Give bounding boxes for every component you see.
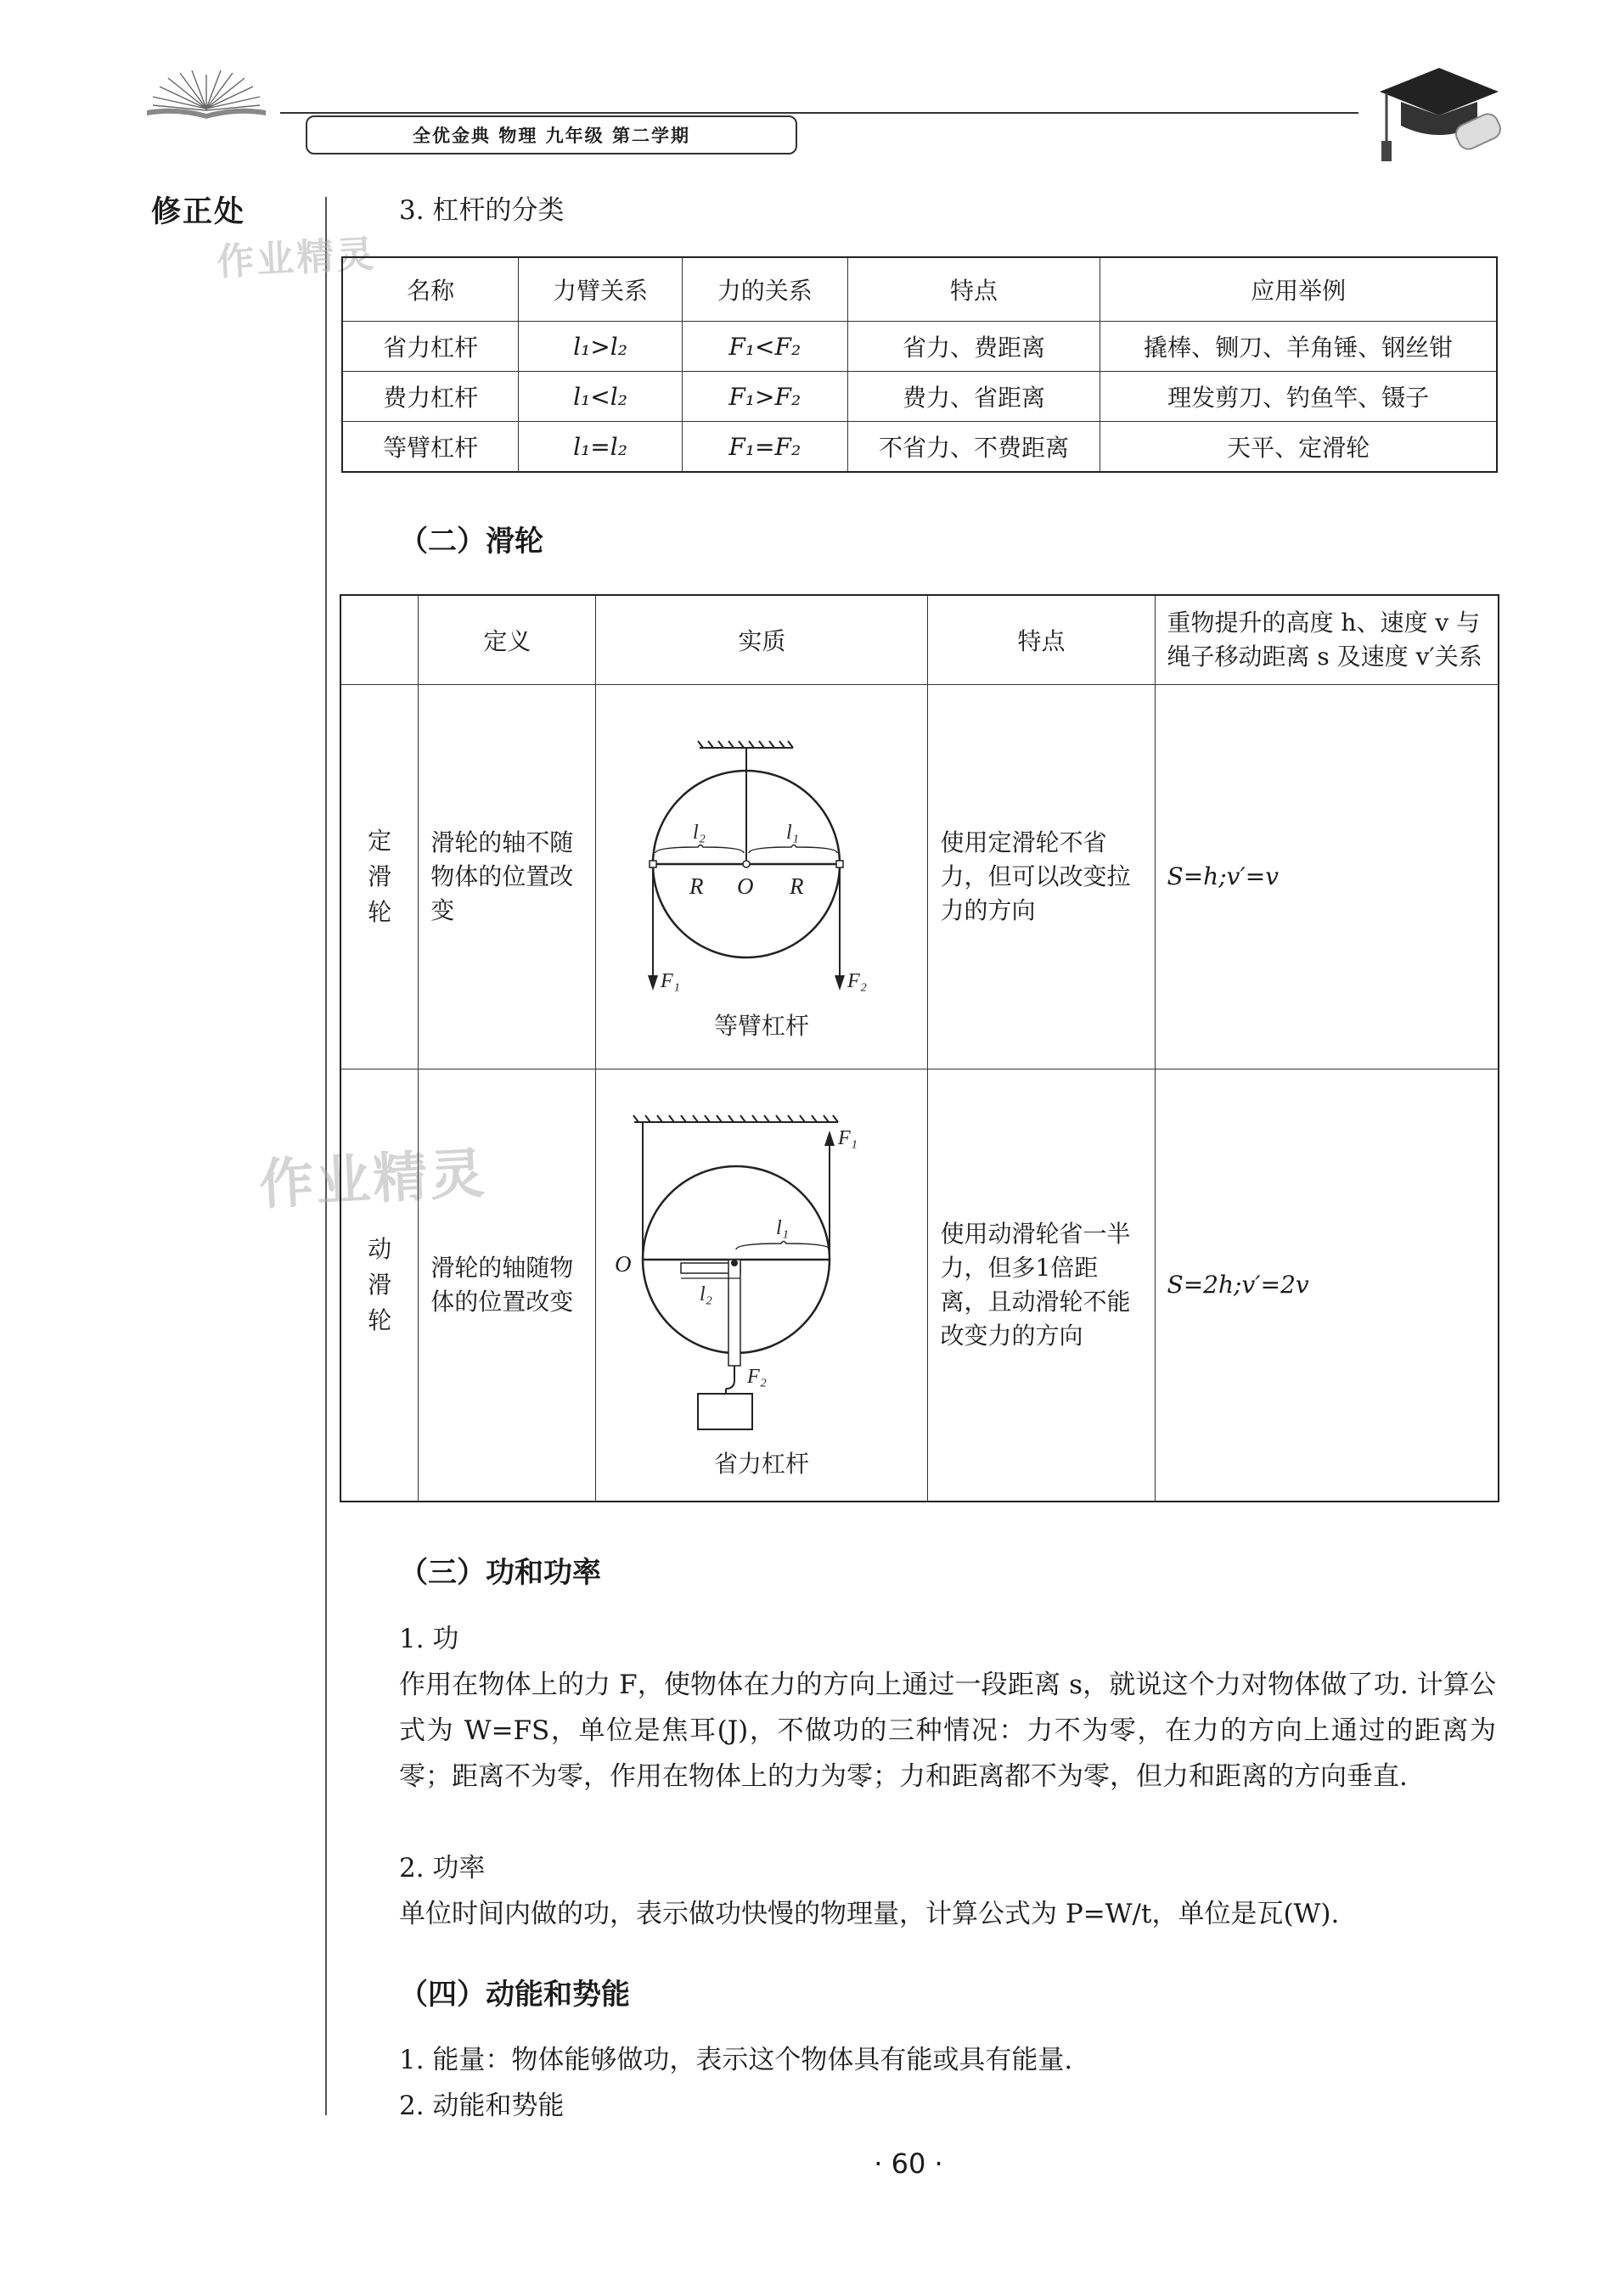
pulley-definition: 滑轮的轴随物体的位置改变 bbox=[419, 1069, 596, 1502]
header-cell: 应用举例 bbox=[1100, 257, 1497, 322]
header-rule bbox=[280, 112, 1358, 114]
hanger-rod bbox=[728, 1260, 740, 1366]
open-book-icon bbox=[143, 66, 270, 119]
work-section-title: （三）功和功率 bbox=[399, 1556, 601, 1590]
label-f1: F₁ bbox=[661, 970, 681, 992]
pulley-table bbox=[340, 594, 1499, 1502]
lever-classification-table bbox=[341, 256, 1498, 473]
arm-relation: l₁<l₂ bbox=[519, 372, 683, 422]
diagram-caption: 省力杠杆 bbox=[714, 1449, 810, 1478]
pulley-type-movable bbox=[340, 1069, 419, 1502]
label-r-right: R bbox=[790, 873, 804, 899]
table-row bbox=[342, 322, 1497, 372]
energy-item: 2. 动能和势能 bbox=[399, 2091, 565, 2121]
watermark: 作业精灵 bbox=[216, 233, 378, 284]
lever-examples: 理发剪刀、钓鱼竿、镊子 bbox=[1100, 372, 1497, 422]
header-cell: 特点 bbox=[928, 595, 1155, 685]
brace-l2 bbox=[655, 845, 744, 854]
label-l2: l₂ bbox=[693, 822, 706, 844]
force-f1-arrow bbox=[648, 975, 658, 991]
pulley-feature: 使用定滑轮不省力，但可以改变拉力的方向 bbox=[928, 685, 1155, 1069]
work-definition: 作用在物体上的力 F，使物体在力的方向上通过一段距离 s，就说这个力对物体做了功. 计算公式为 W=FS，单位是焦耳(J)，不做功的三种情况：力不为零，在力的方向上通过的距离为零；距离不为零，作用在物体上的力为零；力和距离都不为零，但力和距离的方向垂直. bbox=[399, 1670, 1496, 1792]
table-row bbox=[340, 1069, 1499, 1502]
brace-l1 bbox=[736, 1241, 830, 1249]
table-header-row bbox=[340, 595, 1499, 685]
label-f1: F₁ bbox=[838, 1126, 858, 1149]
load-weight bbox=[698, 1394, 752, 1429]
label-f2: F₂ bbox=[847, 970, 868, 992]
power-definition: 单位时间内做的功，表示做功快慢的物理量，计算公式为 P=W/t，单位是瓦(W). bbox=[399, 1899, 1340, 1929]
label-o: O bbox=[615, 1250, 632, 1277]
force-relation: F₁=F₂ bbox=[682, 422, 847, 473]
energy-section-title: （四）动能和势能 bbox=[399, 1978, 630, 2012]
lever-examples: 撬棒、铡刀、羊角锤、钢丝钳 bbox=[1100, 322, 1497, 372]
header-cell: 重物提升的高度 h、速度 v 与绳子移动距离 s 及速度 v′关系 bbox=[1155, 595, 1499, 685]
lever-name: 省力杠杆 bbox=[342, 322, 519, 372]
arm-relation: l₁>l₂ bbox=[519, 322, 683, 372]
lever-name: 等臂杠杆 bbox=[342, 422, 519, 473]
lever-examples: 天平、定滑轮 bbox=[1100, 422, 1497, 473]
graduation-cap-icon bbox=[1371, 59, 1507, 166]
pulley-diagram-cell bbox=[596, 1069, 928, 1502]
label-f2: F₂ bbox=[747, 1365, 768, 1388]
diagram-caption: 等臂杠杆 bbox=[714, 1012, 810, 1040]
arm-relation: l₁=l₂ bbox=[519, 422, 683, 473]
label-l2: l₂ bbox=[700, 1283, 713, 1305]
pulley-definition: 滑轮的轴不随物体的位置改变 bbox=[419, 685, 596, 1069]
margin-label: 修正处 bbox=[151, 195, 246, 229]
lever-section-title: 3. 杠杆的分类 bbox=[399, 195, 565, 226]
fixed-pulley-diagram bbox=[596, 707, 927, 1047]
table-header-row bbox=[342, 257, 1497, 322]
movable-pulley-diagram bbox=[596, 1081, 927, 1489]
lever-feature: 不省力、不费距离 bbox=[847, 422, 1100, 473]
lever-name: 费力杠杆 bbox=[342, 372, 519, 422]
running-header bbox=[306, 115, 797, 154]
table-row bbox=[342, 422, 1497, 473]
pulley-diagram-cell bbox=[596, 685, 928, 1069]
header-cell: 力臂关系 bbox=[519, 257, 683, 322]
header-cell: 力的关系 bbox=[682, 257, 847, 322]
pulley-relation: S=2h;v′=2v bbox=[1155, 1069, 1499, 1502]
pulley-feature: 使用动滑轮省一半力，但多1倍距离，且动滑轮不能改变力的方向 bbox=[928, 1069, 1155, 1502]
force-relation: F₁<F₂ bbox=[682, 322, 847, 372]
work-item-title: 1. 功 bbox=[399, 1624, 459, 1654]
brace-l1 bbox=[749, 845, 837, 854]
label-r-left: R bbox=[689, 873, 704, 899]
page-number: · 60 · bbox=[874, 2147, 943, 2180]
label-o: O bbox=[737, 873, 754, 899]
pulley-type-label: 动滑轮 bbox=[368, 1234, 392, 1334]
pulley-type-label: 定滑轮 bbox=[368, 827, 392, 926]
ceiling-hatch bbox=[698, 741, 793, 748]
table-row bbox=[340, 685, 1499, 1069]
running-title: 全优金典 物理 九年级 第二学期 bbox=[413, 126, 690, 146]
table-row bbox=[342, 372, 1497, 422]
energy-item: 1. 能量：物体能够做功，表示这个物体具有能或具有能量. bbox=[399, 2045, 1073, 2075]
lever-feature: 省力、费距离 bbox=[847, 322, 1100, 372]
force-f1-arrow bbox=[824, 1131, 835, 1146]
label-l1: l₁ bbox=[786, 822, 800, 844]
pulley-type-fixed bbox=[340, 685, 419, 1069]
ceiling-hatch bbox=[633, 1115, 838, 1122]
force-f2-arrow bbox=[835, 975, 845, 991]
watermark: 作业精灵 bbox=[257, 1142, 489, 1217]
power-item-title: 2. 功率 bbox=[399, 1853, 486, 1883]
hook bbox=[726, 1366, 734, 1389]
pulley-section-title: （二）滑轮 bbox=[399, 525, 543, 559]
lever-feature: 费力、省距离 bbox=[847, 372, 1100, 422]
header-cell: 定义 bbox=[419, 595, 596, 685]
pulley-relation: S=h;v′=v bbox=[1155, 685, 1499, 1069]
label-l1: l₁ bbox=[776, 1216, 790, 1239]
header-cell bbox=[340, 595, 419, 685]
header-cell: 名称 bbox=[342, 257, 519, 322]
header-cell: 实质 bbox=[596, 595, 928, 685]
force-relation: F₁>F₂ bbox=[682, 372, 847, 422]
header-cell: 特点 bbox=[847, 257, 1100, 322]
